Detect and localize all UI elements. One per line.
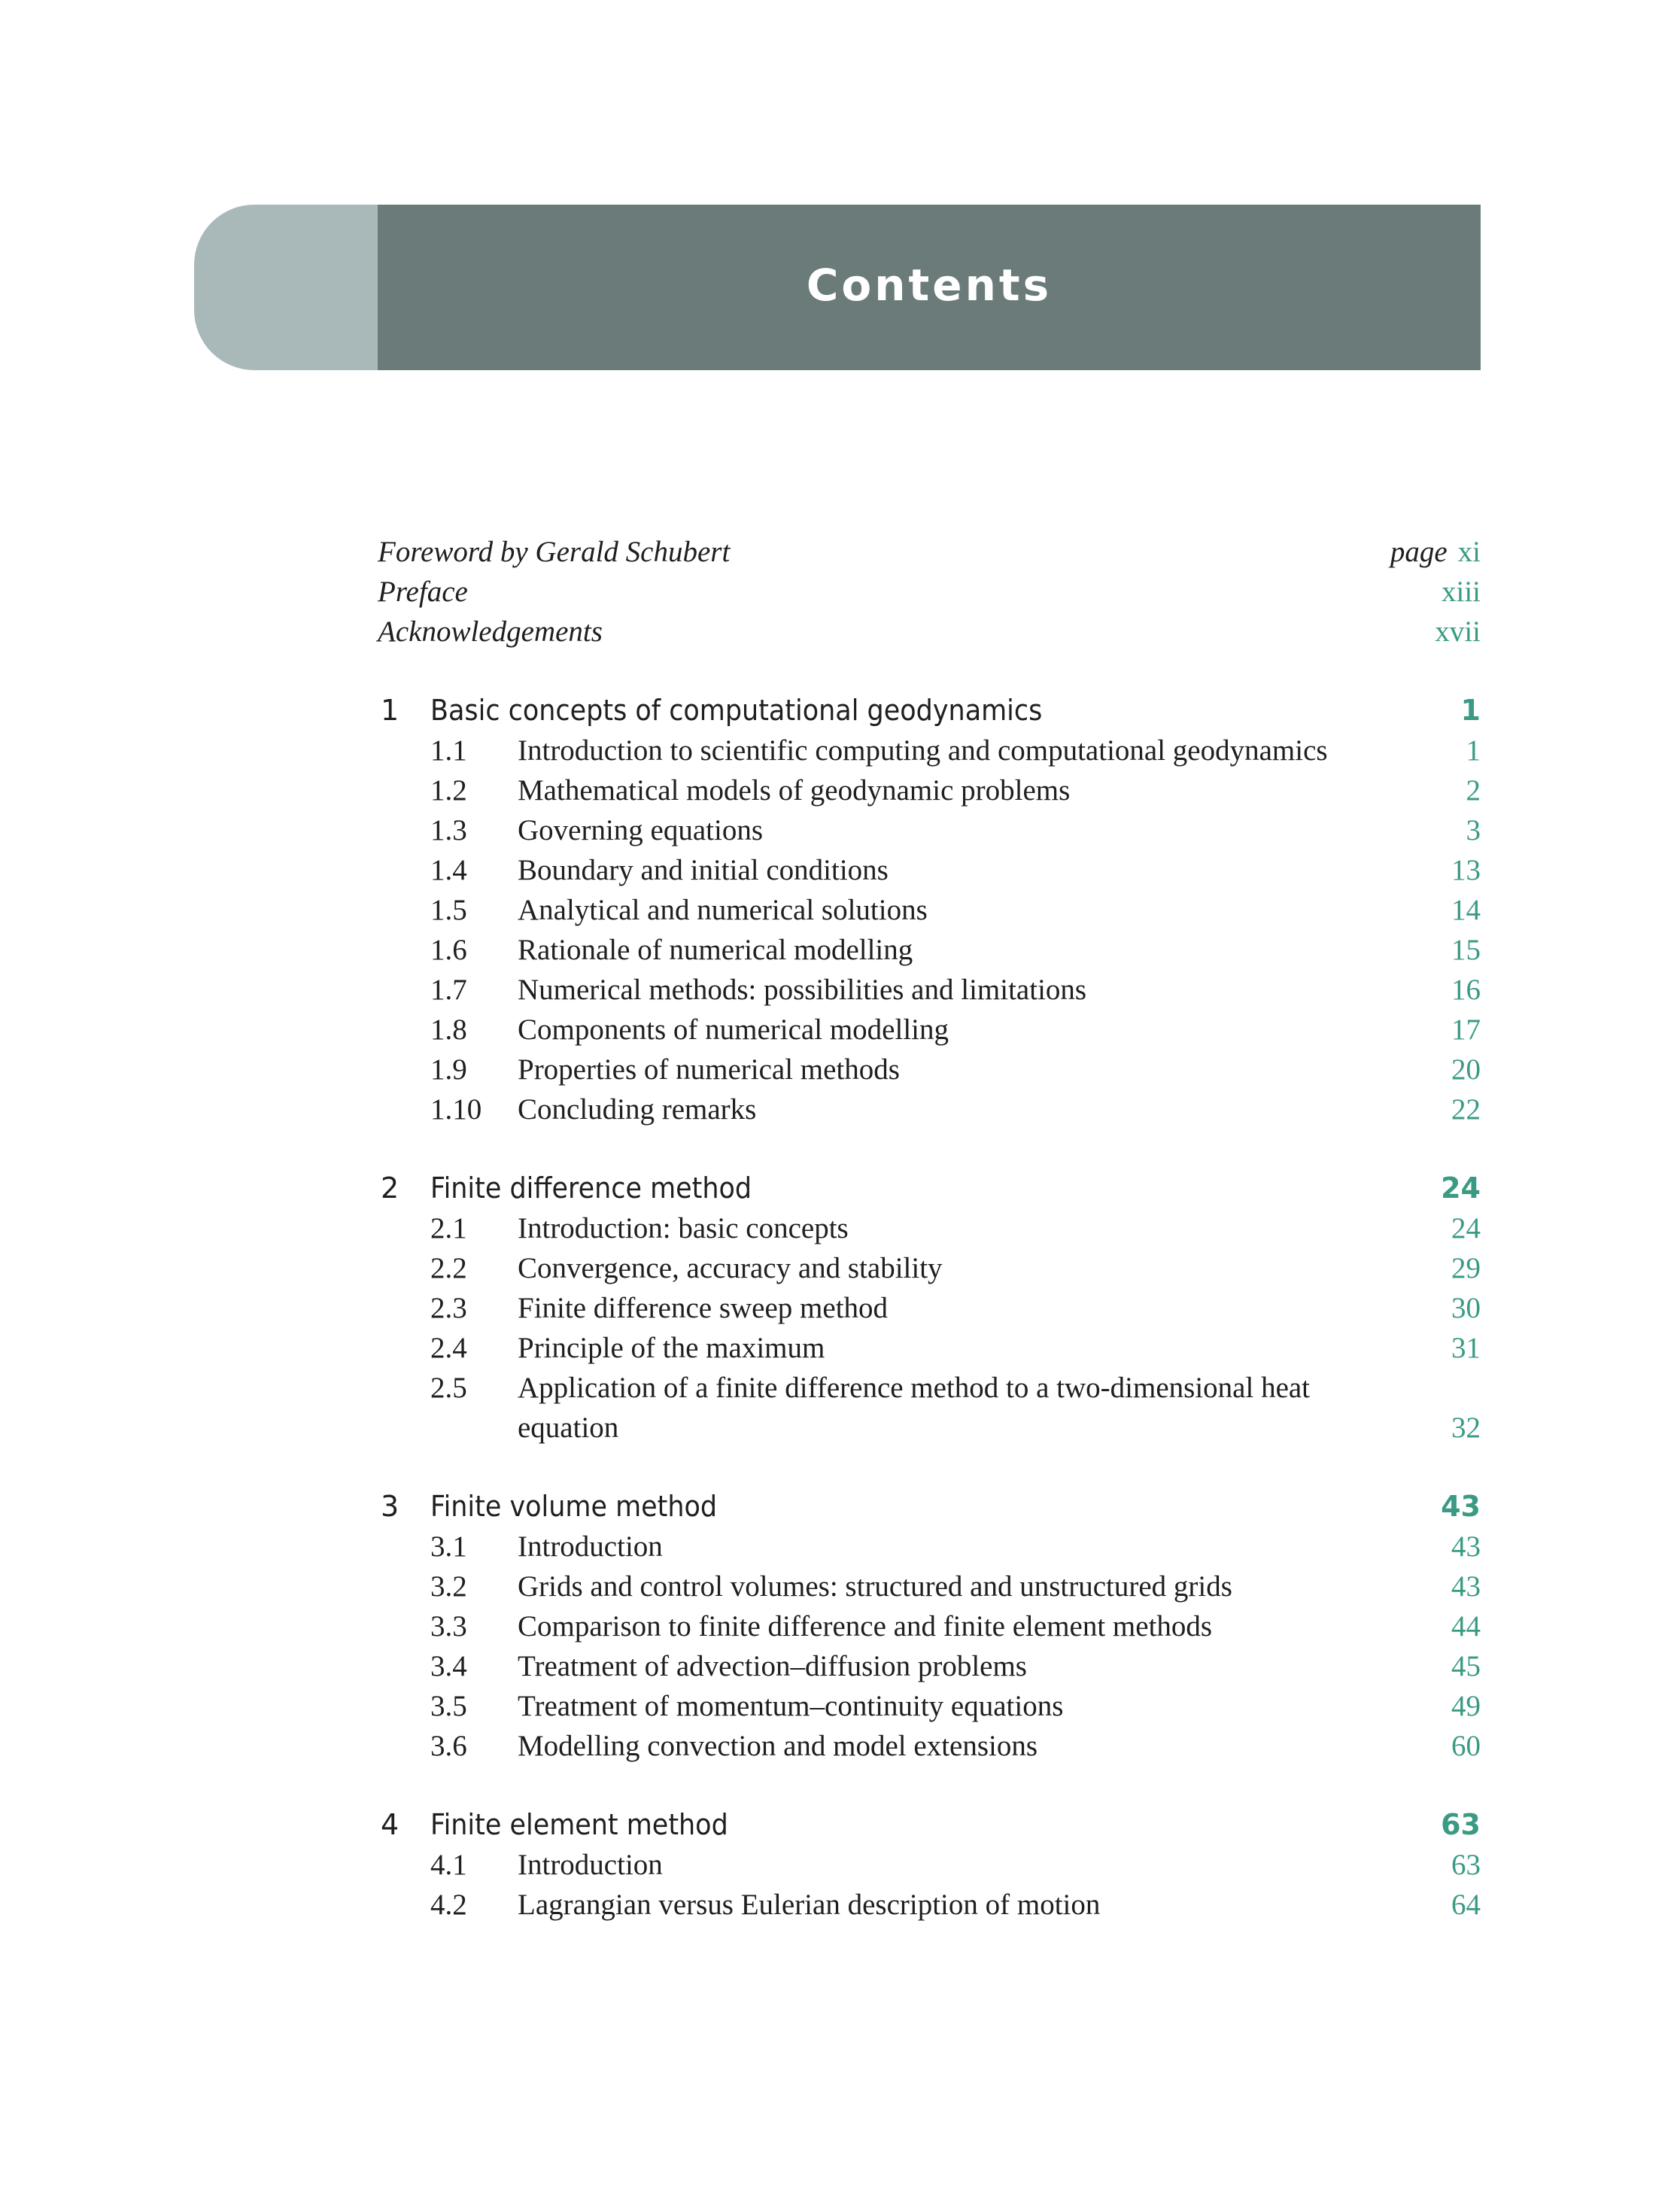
toc-entry-preface[interactable]	[378, 572, 1481, 612]
section-title: Principle of the maximum	[518, 1332, 825, 1364]
section-page: 15	[1451, 934, 1481, 966]
entry-page: xvii	[1435, 615, 1481, 648]
toc-chapter-3[interactable]	[378, 1487, 1481, 1527]
section-title: Introduction to scientific computing and computational geodynamics	[518, 734, 1328, 767]
toc-section[interactable]	[378, 970, 1481, 1010]
section-number: 2.1	[430, 1212, 467, 1244]
section-number: 3.3	[430, 1610, 467, 1643]
toc-section[interactable]	[378, 1010, 1481, 1050]
section-number: 1.5	[430, 894, 467, 926]
chapter-page: 43	[1441, 1490, 1481, 1523]
page-title: Contents	[806, 260, 1053, 311]
section-page: 31	[1451, 1332, 1481, 1364]
chapter-page: 63	[1441, 1808, 1481, 1841]
toc-section[interactable]	[378, 850, 1481, 890]
chapter-page: 1	[1460, 694, 1481, 727]
toc-section[interactable]	[378, 1527, 1481, 1567]
section-title: Modelling convection and model extensions	[518, 1730, 1038, 1762]
section-page: 16	[1451, 974, 1481, 1006]
chapter-page: 24	[1441, 1172, 1481, 1205]
section-page: 20	[1451, 1053, 1481, 1086]
section-number: 1.9	[430, 1053, 467, 1086]
toc-section[interactable]	[378, 890, 1481, 930]
section-page: 22	[1451, 1093, 1481, 1126]
section-title: Properties of numerical methods	[518, 1053, 900, 1086]
section-number: 2.2	[430, 1252, 467, 1284]
section-page: 32	[1451, 1412, 1481, 1444]
section-number: 3.1	[430, 1530, 467, 1563]
toc-section[interactable]	[378, 1686, 1481, 1726]
section-page: 14	[1451, 894, 1481, 926]
section-number: 1.1	[430, 734, 467, 767]
section-title: Convergence, accuracy and stability	[518, 1252, 943, 1284]
section-number: 4.2	[430, 1889, 467, 1921]
toc-section[interactable]	[378, 1646, 1481, 1686]
toc-section[interactable]	[378, 1885, 1481, 1925]
section-number: 1.2	[430, 774, 467, 807]
section-page: 43	[1451, 1570, 1481, 1603]
section-page: 1	[1466, 734, 1481, 767]
chapter-title: Basic concepts of computational geodynamics	[430, 694, 1043, 727]
section-page: 60	[1451, 1730, 1481, 1762]
section-page: 13	[1451, 854, 1481, 886]
section-title: Introduction	[518, 1530, 663, 1563]
chapter-number: 4	[381, 1808, 399, 1841]
section-title: Treatment of momentum–continuity equations	[518, 1690, 1064, 1722]
toc-section[interactable]	[378, 810, 1481, 850]
section-title: Components of numerical modelling	[518, 1013, 949, 1046]
section-page: 63	[1451, 1849, 1481, 1881]
entry-page: xiii	[1441, 576, 1481, 608]
toc-section[interactable]	[378, 1368, 1481, 1448]
chapter-title: Finite difference method	[430, 1172, 752, 1205]
toc-section[interactable]	[378, 1050, 1481, 1089]
section-title: Application of a finite difference method to a two-dimensional heat	[518, 1372, 1311, 1404]
section-title: Introduction	[518, 1849, 663, 1881]
section-page: 24	[1451, 1212, 1481, 1244]
section-number: 1.7	[430, 974, 467, 1006]
section-page: 64	[1451, 1889, 1481, 1921]
toc-section[interactable]	[378, 731, 1481, 770]
section-title: Boundary and initial conditions	[518, 854, 889, 886]
page-number: xi	[1457, 536, 1481, 568]
toc-section[interactable]	[378, 1089, 1481, 1129]
toc-chapter-1[interactable]	[378, 691, 1481, 731]
section-number: 3.5	[430, 1690, 467, 1722]
section-page: 45	[1451, 1650, 1481, 1682]
chapter-title: Finite volume method	[430, 1490, 718, 1523]
chapter-number: 1	[381, 694, 399, 727]
section-title: Treatment of advection–diffusion problems	[518, 1650, 1027, 1682]
section-page: 3	[1466, 814, 1481, 846]
section-title: Lagrangian versus Eulerian description of motion	[518, 1889, 1101, 1921]
entry-title: Acknowledgements	[378, 615, 603, 648]
section-title-continuation: equation	[518, 1412, 619, 1444]
toc-section[interactable]	[378, 1208, 1481, 1248]
section-page: 43	[1451, 1530, 1481, 1563]
section-number: 3.6	[430, 1730, 467, 1762]
page-label: page	[1390, 536, 1448, 568]
section-page: 49	[1451, 1690, 1481, 1722]
toc-section[interactable]	[378, 930, 1481, 970]
entry-title: Preface	[378, 576, 468, 608]
section-title: Numerical methods: possibilities and limitations	[518, 974, 1087, 1006]
banner-bar	[378, 205, 1481, 370]
section-number: 1.10	[430, 1093, 482, 1126]
toc-section[interactable]	[378, 1328, 1481, 1368]
section-page: 44	[1451, 1610, 1481, 1643]
section-page: 29	[1451, 1252, 1481, 1284]
section-page: 30	[1451, 1292, 1481, 1324]
toc-section[interactable]	[378, 1726, 1481, 1766]
chapter-number: 2	[381, 1172, 399, 1205]
toc-section[interactable]	[378, 1288, 1481, 1328]
section-number: 1.6	[430, 934, 467, 966]
toc-chapter-2[interactable]	[378, 1168, 1481, 1208]
entry-page	[1390, 532, 1481, 572]
section-title: Rationale of numerical modelling	[518, 934, 913, 966]
section-number: 1.8	[430, 1013, 467, 1046]
section-title: Concluding remarks	[518, 1093, 757, 1126]
chapter-number: 3	[381, 1490, 399, 1523]
toc-section[interactable]	[378, 1248, 1481, 1288]
section-number: 4.1	[430, 1849, 467, 1881]
section-number: 2.3	[430, 1292, 467, 1324]
section-title: Mathematical models of geodynamic problems	[518, 774, 1071, 807]
section-title: Finite difference sweep method	[518, 1292, 889, 1324]
section-number: 3.4	[430, 1650, 467, 1682]
toc-section[interactable]	[378, 1845, 1481, 1885]
toc-entry-foreword[interactable]	[378, 532, 1481, 572]
section-title: Comparison to finite difference and finite element methods	[518, 1610, 1213, 1643]
section-number: 2.5	[430, 1372, 467, 1404]
section-number: 1.3	[430, 814, 467, 846]
toc-section[interactable]	[378, 770, 1481, 810]
toc-section[interactable]	[378, 1567, 1481, 1606]
section-number: 2.4	[430, 1332, 467, 1364]
toc-chapter-4[interactable]	[378, 1805, 1481, 1845]
chapter-title: Finite element method	[430, 1808, 728, 1841]
banner-tab	[194, 205, 382, 370]
toc-section[interactable]	[378, 1606, 1481, 1646]
section-title: Analytical and numerical solutions	[518, 894, 928, 926]
entry-title: Foreword by Gerald Schubert	[378, 536, 731, 568]
toc-entry-acknowledgements[interactable]	[378, 612, 1481, 652]
section-number: 1.4	[430, 854, 467, 886]
section-page: 2	[1466, 774, 1481, 807]
section-title: Introduction: basic concepts	[518, 1212, 849, 1244]
section-title: Governing equations	[518, 814, 764, 846]
section-page: 17	[1451, 1013, 1481, 1046]
section-number: 3.2	[430, 1570, 467, 1603]
section-title: Grids and control volumes: structured and unstructured grids	[518, 1570, 1232, 1603]
contents-banner	[194, 205, 1481, 370]
